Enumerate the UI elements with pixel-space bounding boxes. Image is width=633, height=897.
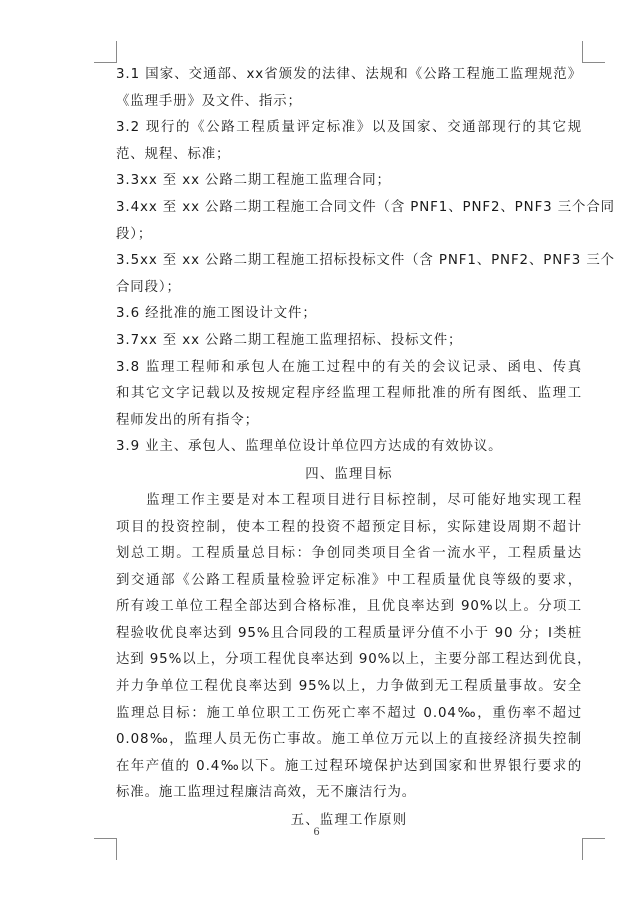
target-para-line-4: 到交通部《公路工程质量检验评定标准》中工程质量优良等级的要求，	[116, 572, 582, 588]
basis-3-2-line-1: 3.2 现行的《公路工程质量评定标准》以及国家、交通部现行的其它规	[116, 120, 582, 136]
crop-mark-top-left-v	[116, 41, 117, 63]
basis-3-1-line-1: 3.1 国家、交通部、xx省颁发的法律、法规和《公路工程施工监理规范》	[116, 67, 582, 82]
document-body	[116, 62, 615, 834]
basis-3-5-line-1: 3.5xx 至 xx 公路二期工程施工招标投标文件（含 PNF1、PNF2、PNF3 三个	[116, 253, 615, 269]
crop-mark-top-right-h	[583, 62, 605, 63]
crop-mark-bottom-left-h	[94, 838, 116, 839]
basis-3-7: 3.7xx 至 xx 公路二期工程施工监理招标、投标文件；	[116, 332, 463, 348]
target-para-line-7: 达到 95%以上，分项工程优良率达到 90%以上，主要分部工程达到优良，	[116, 652, 592, 668]
section-heading-5: 五、监理工作原则	[290, 813, 408, 829]
basis-3-8-line-2: 和其它文字记载以及按规定程序经监理工程师批准的所有图纸、监理工	[116, 386, 582, 402]
basis-3-2-line-2: 范、规程、标准；	[116, 146, 231, 162]
target-para-line-9: 监理总目标：施工单位职工工伤死亡率不超过 0.04‰，重伤率不超过	[116, 705, 582, 721]
crop-mark-bottom-left-v	[116, 838, 117, 860]
basis-3-4-line-1: 3.4xx 至 xx 公路二期工程施工合同文件（含 PNF1、PNF2、PNF3 三个合同	[116, 199, 615, 215]
target-para-line-12: 标准。施工监理过程廉洁高效，无不廉洁行为。	[116, 785, 417, 801]
basis-3-4-line-2: 段）；	[116, 226, 153, 242]
basis-3-8-line-1: 3.8 监理工程师和承包人在施工过程中的有关的会议记录、函电、传真	[116, 359, 582, 375]
target-para-line-6: 程验收优良率达到 95%且合同段的工程质量评分值不小于 90 分；Ⅰ类桩	[116, 625, 582, 641]
target-para-line-11: 在年产值的 0.4‰以下。施工过程环境保护达到国家和世界银行要求的	[116, 758, 582, 774]
basis-3-1-line-2: 《监理手册》及文件、指示；	[116, 93, 302, 109]
basis-3-3: 3.3xx 至 xx 公路二期工程施工监理合同；	[116, 173, 391, 189]
target-para-line-5: 所有竣工单位工程全部达到合格标准，且优良率达到 90%以上。分项工	[116, 599, 582, 615]
basis-3-5-line-2: 合同段）；	[116, 279, 181, 295]
target-para-line-8: 并力争单位工程优良率达到 95%以上，力争做到无工程质量事故。安全	[116, 679, 582, 695]
section-heading-4: 四、监理目标	[305, 466, 393, 482]
target-para-line-2: 项目的投资控制，使本工程的投资不超预定目标，实际建设周期不超计	[116, 519, 582, 535]
crop-mark-bottom-right-v	[582, 838, 583, 860]
basis-3-8-line-3: 程师发出的所有指令；	[116, 412, 259, 428]
target-para-line-10: 0.08‰，监理人员无伤亡事故。施工单位万元以上的直接经济损失控制	[116, 732, 582, 748]
page-number: 6	[313, 827, 320, 838]
crop-mark-bottom-right-h	[583, 838, 605, 839]
basis-3-6: 3.6 经批准的施工图设计文件；	[116, 306, 317, 322]
crop-mark-top-right-v	[582, 41, 583, 63]
crop-mark-top-left-h	[94, 62, 116, 63]
target-para-line-1: 监理工作主要是对本工程项目进行目标控制，尽可能好地实现工程	[116, 492, 582, 508]
basis-3-9: 3.9 业主、承包人、监理单位设计单位四方达成的有效协议。	[116, 439, 503, 455]
target-para-line-3: 划总工期。工程质量总目标：争创同类项目全省一流水平，工程质量达	[116, 546, 582, 562]
